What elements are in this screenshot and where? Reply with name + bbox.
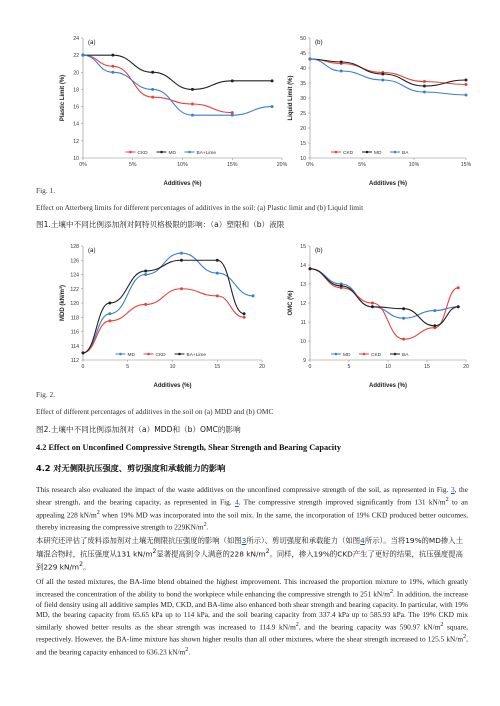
- x-tick-label: 10%: [408, 162, 420, 168]
- figure-1-label: Fig. 1.: [36, 186, 56, 195]
- data-point-ba: [457, 305, 460, 308]
- data-point-md: [108, 312, 111, 315]
- p1zh-text-f: 。: [82, 562, 91, 572]
- data-point-ckd: [465, 83, 468, 86]
- paragraph-2: [36, 577, 468, 657]
- legend-marker: [147, 353, 150, 356]
- superscript: 2: [295, 621, 299, 628]
- series-line-ba: [310, 59, 466, 95]
- y-axis-title: Plastic Limit (%): [60, 74, 66, 122]
- figure-2-caption-zh: 图2.土壤中不同比例添加剂对（a）MDD和（b）OMC的影响: [36, 425, 241, 434]
- data-point-md: [252, 294, 255, 297]
- x-axis-title: Additives (%): [368, 383, 408, 389]
- p1zh-text-a: 本研究还评估了废料添加剂对土壤无侧限抗压强度的影响（如图: [36, 536, 242, 545]
- data-point-md: [180, 252, 183, 255]
- x-tick-label: 5%: [129, 162, 137, 168]
- x-tick-label: 20: [259, 364, 265, 370]
- panel-label: (b): [315, 39, 323, 46]
- section-heading: 4.2 Effect on Unconfined Compressive Strength, Shear Strength and Bearing Capacity: [36, 443, 341, 452]
- figure-1a-plastic-limit-chart: [56, 30, 288, 190]
- x-tick-label: 15: [214, 364, 221, 370]
- fig-4-link-zh[interactable]: 4: [360, 536, 365, 545]
- figure-2b-omc-chart: [284, 238, 468, 388]
- legend-label: MD: [127, 353, 135, 358]
- data-point-md: [151, 71, 154, 74]
- series-line-ba: [310, 269, 458, 326]
- x-tick-label: 0%: [79, 162, 87, 168]
- y-tick-label: 10: [300, 339, 306, 345]
- y-tick-label: 50: [300, 36, 306, 42]
- data-point-ckd: [216, 294, 219, 297]
- data-point-ckd: [180, 287, 183, 290]
- superscript: 2: [152, 548, 157, 555]
- y-tick-label: 16: [73, 104, 79, 111]
- legend-marker: [129, 151, 132, 154]
- y-tick-label: 124: [70, 272, 79, 279]
- legend-label: MD: [374, 151, 382, 156]
- data-point-ba+lime: [243, 312, 246, 315]
- data-point-md: [465, 79, 468, 82]
- y-tick-label: 14: [73, 121, 79, 128]
- y-tick-label: 30: [300, 96, 306, 102]
- data-point-md: [144, 273, 147, 276]
- legend-marker: [394, 151, 397, 154]
- p1zh-text-d: 显著提高到令人满意的228 kN/m: [156, 549, 266, 559]
- superscript: 2: [445, 497, 449, 504]
- legend-label: BA: [402, 151, 409, 156]
- data-point-ba: [371, 305, 374, 308]
- p1-text-a: This research also evaluated the impact of the waste additives on the unconfined compressive strength of the soil, as represented in Fig.: [36, 485, 451, 494]
- y-tick-label: 126: [70, 258, 79, 265]
- data-point-md: [271, 79, 274, 82]
- p2-text-e: , and the bearing capacity enhanced to 636.23 kN/m: [36, 634, 468, 657]
- superscript: 2: [79, 561, 83, 569]
- series-line-ckd: [83, 55, 232, 112]
- figure-1-caption-zh: 图1.土壤中不同比例添加剂对阿特贝格极限的影响：（a）塑限和（b）液限: [36, 220, 285, 229]
- y-tick-label: 11: [300, 320, 306, 326]
- data-point-ba: [309, 58, 312, 61]
- data-point-ba: [381, 79, 384, 82]
- y-tick-label: 10: [300, 156, 306, 162]
- x-tick-label: 0: [308, 364, 312, 370]
- x-tick-label: 15: [424, 364, 430, 370]
- data-point-ckd: [111, 65, 114, 68]
- data-point-ba: [423, 91, 426, 94]
- data-point-ba+lime: [82, 351, 85, 354]
- y-tick-label: 112: [70, 358, 79, 364]
- superscript: 2: [265, 548, 270, 555]
- p2-text-b: . In addition, the increase of field density using all additive samples MD, CKD, and BA-lime also enhanced both shear strength and bearing capacity. In particular, with 19% MD, the bearing capacity from 65.65 kPa up to 114 kPa, and the soil bearing capacity from 337.4 kPa up to 585.93 kPa. The 19% CKD mix similarly showed better results as the shear strength was increased to 114.9 kN/m: [36, 589, 468, 632]
- data-point-ba: [340, 70, 343, 73]
- legend-label: MD: [343, 353, 351, 358]
- legend-marker: [188, 151, 191, 154]
- superscript: 2: [389, 589, 394, 596]
- legend-label: CKD: [371, 353, 382, 358]
- y-tick-label: 40: [300, 66, 306, 72]
- y-tick-label: 15: [300, 244, 306, 250]
- y-tick-label: 116: [70, 329, 79, 336]
- legend-label: CKD: [343, 151, 354, 156]
- legend-marker: [394, 353, 397, 356]
- data-point-md: [231, 79, 234, 82]
- data-point-md: [216, 272, 219, 275]
- data-point-ckd: [371, 302, 374, 305]
- x-tick-label: 5: [126, 364, 130, 370]
- x-axis-title: Additives (%): [153, 383, 192, 389]
- y-tick-label: 118: [70, 315, 79, 322]
- x-tick-label: 10: [385, 364, 391, 370]
- data-point-ba+lime: [191, 114, 194, 117]
- superscript: 2: [203, 522, 207, 529]
- y-tick-label: 122: [70, 286, 79, 293]
- data-point-ckd: [231, 111, 234, 114]
- figure-2-caption: Effect of different percentages of additives in the soil on (a) MDD and (b) OMC: [36, 407, 274, 416]
- y-tick-label: 20: [300, 126, 306, 132]
- legend-marker: [119, 353, 122, 356]
- p2-text-f: .: [188, 647, 191, 657]
- p1-text-b: , the shear strength, and the bearing capacity, as represented in Fig.: [36, 485, 468, 507]
- superscript: 2: [440, 621, 444, 628]
- legend-label: MD: [168, 151, 176, 156]
- legend-marker: [178, 353, 181, 356]
- y-tick-label: 15: [300, 141, 306, 147]
- p1-text-f: .: [206, 522, 209, 532]
- p1zh-text-b: 所示）、剪切强度和承载能力（如图: [246, 536, 361, 545]
- x-tick-label: 10: [169, 364, 176, 370]
- panel-label: (a): [88, 39, 96, 46]
- p2-text-d: square, respectively. However, the BA-lime mixture has shown higher results than all other mixtures, where the shear strength increased to 125.5 kN/m: [36, 622, 468, 644]
- data-point-ba+lime: [271, 105, 274, 108]
- y-axis-title: Liquid Limit (%): [288, 75, 294, 121]
- y-tick-label: 12: [73, 138, 79, 145]
- y-tick-label: 22: [73, 53, 79, 60]
- fig-4-link[interactable]: 4: [234, 497, 239, 507]
- y-tick-label: 45: [300, 51, 306, 57]
- data-point-ba+lime: [108, 302, 111, 305]
- data-point-md: [433, 309, 436, 312]
- legend-label: CKD: [137, 151, 148, 156]
- panel-label: (a): [88, 247, 96, 254]
- legend-marker: [366, 151, 369, 154]
- data-point-ba: [433, 324, 436, 327]
- figure-2a-mdd-chart: [56, 238, 268, 388]
- y-tick-label: 13: [300, 282, 306, 288]
- x-tick-label: 20%: [276, 162, 288, 168]
- data-point-ckd: [243, 316, 246, 319]
- data-point-ckd: [144, 303, 147, 306]
- data-point-ba: [465, 94, 468, 97]
- p1zh-text-c: 所示）。当将19%的MD掺入土壤混合物时，抗压强度从131 kN/m: [36, 536, 463, 559]
- legend-label: BA+Lime: [186, 353, 207, 358]
- fig-3-link[interactable]: 3: [450, 485, 455, 494]
- x-axis-title: Additives (%): [163, 181, 202, 187]
- p2-text-c: , and the bearing capacity was 590.97 kN/m: [298, 622, 441, 632]
- data-point-ckd: [402, 338, 405, 341]
- figure-2-label: Fig. 2.: [36, 390, 56, 399]
- data-point-md: [111, 54, 114, 57]
- y-tick-label: 128: [70, 244, 79, 250]
- y-tick-label: 20: [73, 70, 79, 77]
- data-point-ba+lime: [216, 259, 219, 262]
- figure-1-caption: Effect on Atterberg limits for different percentages of additives in the soil: (a) Plastic limit and (b) Liquid limit: [36, 203, 364, 212]
- x-tick-label: 15%: [460, 162, 472, 168]
- data-point-md: [340, 61, 343, 64]
- x-tick-label: 0: [81, 364, 85, 370]
- p1zh-text-e: 。同样，掺入19%的CKD产生了更好的结果，抗压强度提高到229 kN/m: [36, 549, 463, 572]
- data-point-ckd: [423, 80, 426, 83]
- figure-1b-liquid-limit-chart: [284, 30, 472, 190]
- x-tick-label: 20: [463, 364, 469, 370]
- p1-text-d: to an appealing 228 kN/m: [36, 497, 468, 520]
- legend-marker: [335, 151, 338, 154]
- superscript: 2: [185, 646, 189, 653]
- paragraph-1-zh: [36, 535, 468, 573]
- legend-marker: [160, 151, 163, 154]
- data-point-ba+lime: [144, 269, 147, 272]
- data-point-ba+lime: [111, 71, 114, 74]
- data-point-ba+lime: [180, 259, 183, 262]
- data-point-ba: [340, 284, 343, 287]
- y-tick-label: 120: [70, 301, 79, 307]
- y-axis-title: OMC (%): [288, 290, 294, 316]
- x-tick-label: 5%: [358, 162, 366, 168]
- y-tick-label: 10: [73, 156, 79, 162]
- data-point-ba+lime: [82, 54, 85, 57]
- x-tick-label: 5: [347, 364, 351, 370]
- legend-label: BA: [402, 353, 409, 358]
- paragraph-1: [36, 485, 468, 533]
- legend-label: CKD: [155, 353, 166, 358]
- p1-text-c: . The compressive strength improved significantly from 131 kN/m: [238, 497, 446, 507]
- x-tick-label: 0%: [306, 162, 314, 168]
- superscript: 2: [96, 509, 100, 516]
- data-point-md: [191, 88, 194, 91]
- series-line-ckd: [83, 289, 244, 353]
- y-tick-label: 18: [73, 87, 79, 94]
- legend-marker: [363, 353, 366, 356]
- x-tick-label: 10%: [177, 162, 188, 168]
- y-tick-label: 35: [300, 81, 306, 87]
- data-point-ba+lime: [231, 114, 234, 117]
- y-tick-label: 14: [300, 263, 306, 269]
- panel-label: (b): [315, 247, 323, 254]
- superscript: 2: [463, 634, 467, 641]
- y-tick-label: 12: [300, 301, 306, 307]
- legend-marker: [335, 353, 338, 356]
- fig-3-link-zh[interactable]: 3: [241, 536, 247, 545]
- data-point-md: [402, 317, 405, 320]
- data-point-ba: [402, 307, 405, 310]
- data-point-ckd: [457, 286, 460, 289]
- y-axis-title: MDD (kN/m³): [60, 285, 66, 321]
- data-point-md: [423, 85, 426, 88]
- p2-text-a: Of all the tested mixtures, the BA-lime blend obtained the highest improvement. This increased the proportion mixture to 19%, which greatly increased the concentration of the ability to bond the workpiece while enhancing the compressive strength to 251 kN/m: [36, 577, 468, 599]
- y-tick-label: 9: [303, 358, 306, 364]
- data-point-ckd: [191, 103, 194, 106]
- data-point-ckd: [151, 96, 154, 99]
- y-tick-label: 24: [73, 36, 79, 42]
- p1-text-e: when 19% MD was incorporated into the soil mix. In the same, the incorporation of 19% CKD produced better outcomes, thereby increasing the compressive strength to 229KN/m: [36, 510, 468, 532]
- x-tick-label: 15%: [227, 162, 238, 168]
- series-line-ba+lime: [83, 260, 244, 353]
- y-tick-label: 114: [70, 343, 79, 350]
- y-tick-label: 25: [300, 111, 306, 117]
- section-heading-zh: 4.2 对无侧限抗压强度、剪切强度和承载能力的影响: [36, 463, 226, 473]
- x-axis-title: Additives (%): [368, 181, 408, 187]
- legend-label: BA+Lime: [196, 151, 217, 156]
- data-point-ba+lime: [151, 88, 154, 91]
- data-point-ckd: [108, 319, 111, 322]
- data-point-md: [381, 73, 384, 76]
- data-point-ba: [309, 267, 312, 270]
